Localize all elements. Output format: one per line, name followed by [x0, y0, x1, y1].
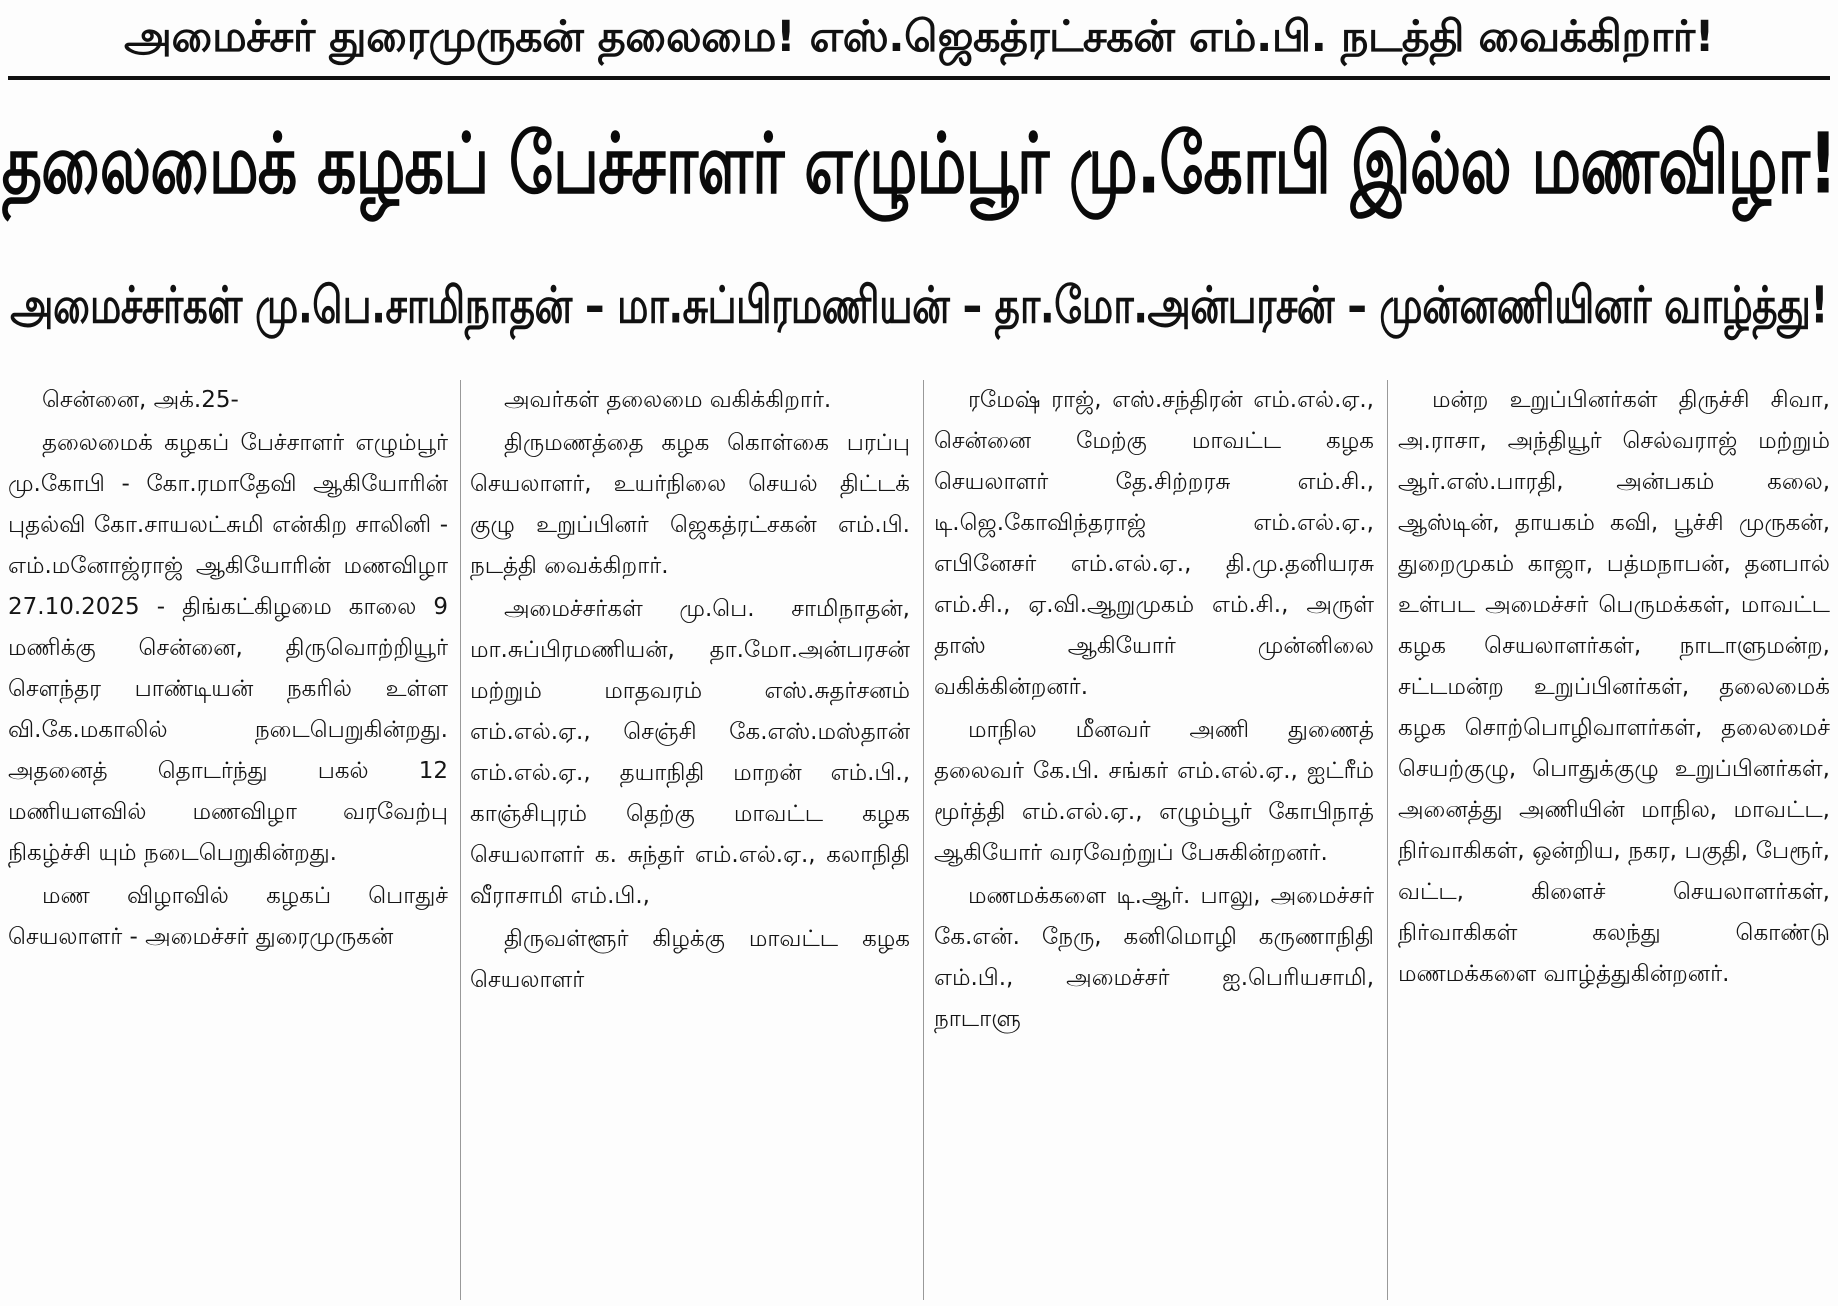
subheadline: அமைச்சர்கள் மு.பெ.சாமிநாதன் – மா.சுப்பிரமணியன் – தா.மோ.அன்பரசன் – முன்னணியினர் வாழ்த்து! — [10, 277, 1828, 336]
kicker-headline: அமைச்சர் துரைமுருகன் தலைமை! எஸ்.ஜெகத்ரட்சகன் எம்.பி. நடத்தி வைக்கிறார்! — [124, 12, 1714, 62]
article-column-1 — [8, 380, 448, 1300]
article-column-4 — [1398, 380, 1830, 1300]
article-column-2 — [470, 380, 910, 1300]
paragraph: அமைச்சர்கள் மு.பெ. சாமிநாதன், மா.சுப்பிரமணியன், தா.மோ.அன்பரசன் மற்றும் மாதவரம் எஸ்.சுதர்சனம் எம்.எல்.ஏ., செஞ்சி கே.எஸ்.மஸ்தான் எம்.எல்.ஏ., தயாநிதி மாறன் எம்.பி., காஞ்சிபுரம் தெற்கு மாவட்ட கழக செயலாளர் க. சுந்தர் எம்.எல்.ஏ., கலாநிதி வீராசாமி எம்.பி., — [470, 596, 910, 909]
paragraph: மன்ற உறுப்பினர்கள் திருச்சி சிவா, அ.ராசா, அந்தியூர் செல்வராஜ் மற்றும் ஆர்.எஸ்.பாரதி, அன்பகம் கலை, ஆஸ்டின், தாயகம் கவி, பூச்சி முருகன், துறைமுகம் காஜா, பத்மநாபன், தனபால் உள்பட அமைச்சர் பெருமக்கள், மாவட்ட கழக செயலாளர்கள், நாடாளுமன்ற, சட்டமன்ற உறுப்பினர்கள், தலைமைக் கழக சொற்பொழிவாளர்கள், தலைமைச் செயற்குழு, பொதுக்குழு உறுப்பினர்கள், அனைத்து அணியின் மாநில, மாவட்ட, நிர்வாகிகள், ஒன்றிய, நகர, பகுதி, பேரூர், வட்ட, கிளைச் செயலாளர்கள், நிர்வாகிகள் கலந்து கொண்டு மணமக்களை வாழ்த்துகின்றனர். — [1398, 387, 1830, 987]
paragraph: ரமேஷ் ராஜ், எஸ்.சந்திரன் எம்.எல்.ஏ., சென்னை மேற்கு மாவட்ட கழக செயலாளர் தே.சிற்றரசு எம்.சி., டி.ஜெ.கோவிந்தராஜ் எம்.எல்.ஏ., எபினேசர் எம்.எல்.ஏ., தி.மு.தனியரசு எம்.சி., ஏ.வி.ஆறுமுகம் எம்.சி., அருள் தாஸ் ஆகியோர் முன்னிலை வகிக்கின்றனர். — [934, 387, 1374, 700]
column-divider — [923, 380, 924, 1300]
column-divider — [460, 380, 461, 1300]
paragraph: தலைமைக் கழகப் பேச்சாளர் எழும்பூர் மு.கோபி - கோ.ரமாதேவி ஆகியோரின் புதல்வி கோ.சாயலட்சுமி என்கிற சாலினி - எம்.மனோஜ்ராஜ் ஆகியோரின் மணவிழா 27.10.2025 - திங்கட்கிழமை காலை 9 மணிக்கு சென்னை, திருவொற்றியூர் சௌந்தர பாண்டியன் நகரில் உள்ள வி.கே.மகாலில் நடைபெறுகின்றது. அதனைத் தொடர்ந்து பகல் 12 மணியளவில் மணவிழா வரவேற்பு நிகழ்ச்சி யும் நடைபெறுகின்றது. — [8, 430, 448, 866]
paragraph: திருமணத்தை கழக கொள்கை பரப்பு செயலாளர், உயர்நிலை செயல் திட்டக் குழு உறுப்பினர் ஜெகத்ரட்சகன் எம்.பி. நடத்தி வைக்கிறார். — [470, 430, 910, 579]
column-divider — [1387, 380, 1388, 1300]
article-body — [8, 380, 1830, 1300]
paragraph: மாநில மீனவர் அணி துணைத் தலைவர் கே.பி. சங்கர் எம்.எல்.ஏ., ஐட்ரீம் மூர்த்தி எம்.எல்.ஏ., எழும்பூர் கோபிநாத் ஆகியோர் வரவேற்றுப் பேசுகின்றனர். — [934, 717, 1374, 866]
paragraph: திருவள்ளூர் கிழக்கு மாவட்ட கழக செயலாளர் — [470, 926, 910, 993]
paragraph: மண விழாவில் கழகப் பொதுச் செயலாளர் - அமைச்சர் துரைமுருகன் — [8, 883, 448, 950]
paragraph: மணமக்களை டி.ஆர். பாலு, அமைச்சர் கே.என். நேரு, கனிமொழி கருணாநிதி எம்.பி., அமைச்சர் ஐ.பெரியசாமி, நாடாளு — [934, 883, 1374, 1032]
paragraph: அவர்கள் தலைமை வகிக்கிறார். — [504, 387, 832, 413]
article-column-3 — [934, 380, 1374, 1300]
main-headline: தலைமைக் கழகப் பேச்சாளர் எழும்பூர் மு.கோபி இல்ல மணவிழா! — [1, 114, 1837, 213]
paragraph: சென்னை, அக்.25- — [42, 387, 239, 413]
